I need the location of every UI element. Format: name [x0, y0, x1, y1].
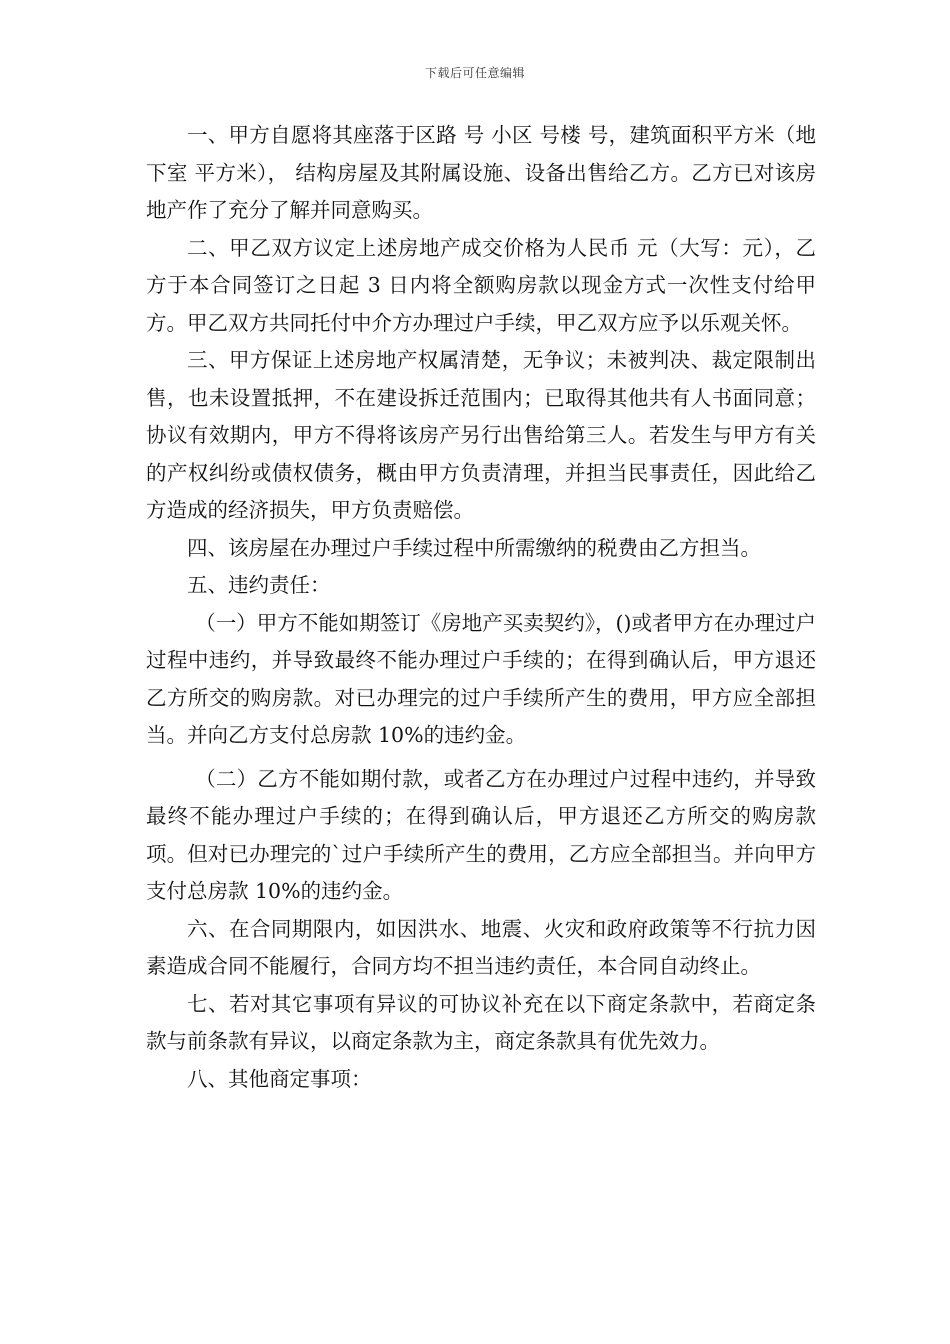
contract-body	[146, 117, 816, 1098]
clause-6: 六、在合同期限内，如因洪水、地震、火灾和政府政策等不行抗力因素造成合同不能履行，合同方均不担当违约责任，本合同自动终止。	[146, 916, 816, 978]
clause-4: 四、该房屋在办理过户手续过程中所需缴纳的税费由乙方担当。	[187, 535, 761, 560]
clause-5-1: （一）甲方不能如期签订《房地产买卖契约》，()或者甲方在办理过户过程中违约，并导致最终不能办理过户手续的；在得到确认后，甲方退还乙方所交的购房款。对已办理完的过户手续所产生的费用，甲方应全部担当。并向乙方支付总房款 10%的违约金。	[146, 610, 816, 747]
clause-2: 二、甲乙双方议定上述房地产成交价格为人民币 元（大写：元），乙方于本合同签订之日起 3 日内将全额购房款以现金方式一次性支付给甲方。甲乙双方共同托付中介方办理过户手续，甲乙双方应予以乐观关怀。	[146, 235, 816, 335]
page-header: 下载后可任意编辑	[424, 66, 525, 80]
clause-7: 七、若对其它事项有异议的可协议补充在以下商定条款中，若商定条款与前条款有异议，以商定条款为主，商定条款具有优先效力。	[146, 991, 816, 1053]
clause-5-2: （二）乙方不能如期付款，或者乙方在办理过户过程中违约，并导致最终不能办理过户手续的；在得到确认后，甲方退还乙方所交的购房款项。但对已办理完的`过户手续所产生的费用，乙方应全部担当。并向甲方支付总房款 10%的违约金。	[146, 766, 816, 903]
clause-3: 三、甲方保证上述房地产权属清楚，无争议；未被判决、裁定限制出售，也未设置抵押，不在建设拆迁范围内；已取得其他共有人书面同意；协议有效期内，甲方不得将该房产另行出售给第三人。若发生与甲方有关的产权纠纷或债权债务，概由甲方负责清理，并担当民事责任，因此给乙方造成的经济损失，甲方负责赔偿。	[146, 348, 816, 522]
clause-5-heading: 五、违约责任：	[187, 573, 331, 597]
clause-1: 一、甲方自愿将其座落于区路 号 小区 号楼 号，建筑面积平方米（地下室 平方米）， 结构房屋及其附属设施、设备出售给乙方。乙方已对该房地产作了充分了解并同意购买。	[146, 123, 816, 222]
clause-8: 八、其他商定事项：	[187, 1066, 372, 1091]
